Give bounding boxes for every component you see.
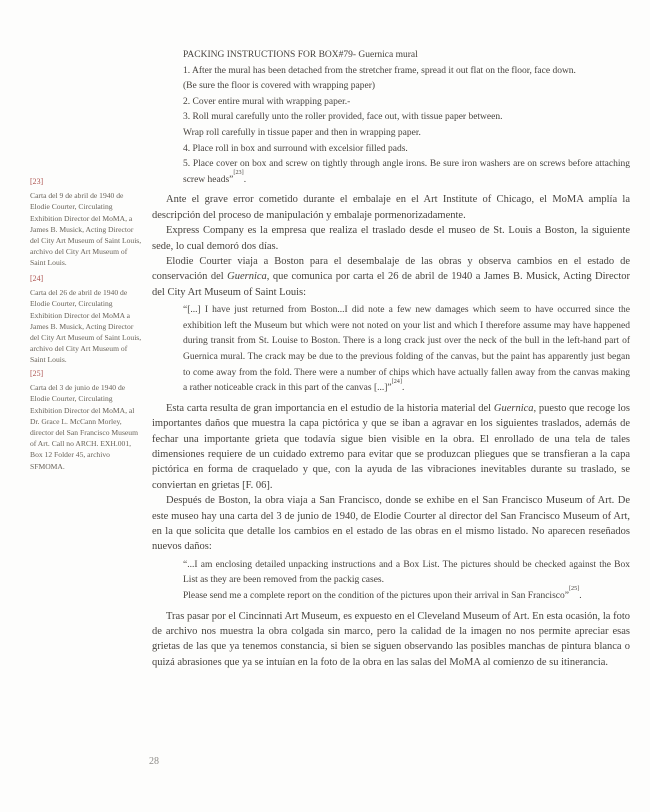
quote-paragraph: “...I am enclosing detailed unpacking instructions and a Box List. The pictures should be checked against the Box List as they are been removed from the packig cases.: [183, 559, 630, 586]
quote-line: 3. Roll mural carefully unto the roller provided, face out, with tissue paper between.: [183, 112, 503, 123]
footnote-ref-23: [23]: [233, 169, 244, 177]
quote-paragraph: [183, 585, 630, 605]
guernica-italic: Guernica: [227, 271, 267, 283]
footnote-text-24: Carta del 26 de abril de 1940 de Elodie Courter, Circulating Exhibition Director del MoMA a James B. Musick, Acting Director del City Art Museum of Saint Louis, archivo del City Art Museum of Saint Louis.: [30, 288, 142, 365]
paragraph-text: , que comunica por carta el 26 de abril de 1940 a James B. Musick, Acting Director del City Art Museum of Saint Louis:: [152, 271, 630, 298]
paragraph-tras-pasar: Tras pasar por el Cincinnati Art Museum, es expuesto en el Cleveland Museum of Art. En esta ocasión, la foto de archivo nos muestra la obra colgada sin marco, pero la calidad de la imagen no nos permite apreciar esas grietas de las que ya tenemos constancia, si bien se siguen observando las posibles manchas de pintura blanca o quizá abrasiones que ya se intuían en la foto de la obra en las salas del MoMA al comienzo de su itinerancia.: [152, 610, 630, 668]
guernica-italic: Guernica: [493, 402, 534, 414]
quote-line: (Be sure the floor is covered with wrapping paper): [183, 81, 376, 92]
quote-text-after: .: [243, 174, 247, 185]
quote-paragraph: [183, 303, 630, 397]
quote-text-after: .: [401, 383, 405, 394]
paragraph-esta-carta: [152, 401, 630, 493]
paragraph-ante: Ante el grave error cometido durante el embalaje en el Art Institute of Chicago, el MoMA amplía la descripción del proceso de manipulación y embalaje pormenorizadamente.: [152, 194, 630, 221]
quote-line: PACKING INSTRUCTIONS FOR BOX#79- Guernica mural: [183, 50, 418, 60]
quote-line: 2. Cover entire mural with wrapping paper.-: [183, 96, 351, 107]
quote-text-after: .: [579, 591, 582, 601]
paragraph-text: Esta carta resulta de gran importancia en el estudio de la historia material del: [166, 402, 494, 414]
quote-text: 5. Place cover on box and screw on tightly through angle irons. Be sure iron washers are on screws before attaching screw heads”: [183, 159, 630, 185]
quote-san-francisco-letter: [183, 558, 630, 605]
paragraph-elodie: [152, 254, 630, 300]
footnote-number-23: [23]: [30, 177, 44, 186]
main-text-column: [152, 45, 630, 670]
quote-line: 1. After the mural has been detached from the stretcher frame, spread it out flat on the floor, face down.: [183, 65, 576, 76]
footnote-text-23: Carta del 9 de abril de 1940 de Elodie Courter, Circulating Exhibition Director del MoMA, a James B. Musick, Acting Director del City Art Museum of Saint Louis, archivo del City Art Museum of Saint Louis.: [30, 191, 142, 268]
footnote-ref-24: [24]: [391, 377, 402, 385]
paragraph-despues: Después de Boston, la obra viaja a San Francisco, donde se exhibe en el San Francisco Museum of Art. De este museo hay una carta del 3 de junio de 1940, de Elodie Courter al director del San Francisco Museum of Art, en la que solicita que detalle los cambios en el estado de las obras en el mismo listado. No aparecen reseñados nuevos daños:: [152, 495, 630, 553]
footnote-ref-25: [25]: [568, 585, 580, 593]
quote-text: “[...] I have just returned from Boston...I did note a few new damages which seem to have occurred since the exhibition left the Museum but which were not noted on your list and which I therefore assume may have happened during transit from St. Louise to Boston. There is a long crack just over the neck of the bull in the left-hand part of Guernica mural. The crack may be due to the previous folding of the canvas, but the paint has apparently just began to come away from the fold. There were a number of chips which have actually fallen away from the canvas making a rather noticeable crack in this part of the canvas [...]”: [183, 305, 630, 394]
margin-note-25: [30, 368, 142, 472]
footnote-number-24: [24]: [30, 274, 44, 283]
page-number: 28: [149, 756, 159, 767]
paragraph-express: Express Company es la empresa que realiza el traslado desde el museo de St. Louis a Boston, la siguiente sede, lo cual demoró dos días.: [152, 225, 630, 252]
footnote-number-25: [25]: [30, 369, 44, 378]
quote-line: 4. Place roll in box and surround with excelsior filled pads.: [183, 143, 408, 154]
margin-note-23: [30, 176, 142, 269]
paragraph-text: , puesto que recoge los importantes daños que muestra la capa pictórica y que se iban a agravar en los siguientes traslados, además de fechar una importante grieta que todavía sigue bien visible en la obra. El enrollado de una tela de tales dimensiones requiere de un cuidado extremo para evitar que se produzcan pliegues que se transfieran a la capa pictórica en forma de craquelado y que, con la ayuda de las vibraciones inevitables durante su traslado, se conviertan en grietas [F. 06].: [152, 402, 631, 491]
footnote-text-25: Carta del 3 de junio de 1940 de Elodie Courter, Circulating Exhibition Director del MoMA, al Dr. Grace L. McCann Morley, director del San Francisco Museum of Art. Call no ARCH. EXH.001, Box 12 Folder 45, archivo SFMOMA.: [30, 383, 138, 471]
quote-text: Please send me a complete report on the condition of the pictures upon their arrival in San Francisco”: [183, 591, 569, 601]
quote-boston-letter: [183, 303, 630, 397]
quote-line: [183, 157, 630, 188]
quote-line: Wrap roll carefully in tissue paper and then in wrapping paper.: [183, 127, 421, 138]
paragraph-text: Elodie Courter viaja a Boston para el desembalaje de las obras y observa cambios en el estado de conservación del: [152, 255, 630, 283]
margin-note-24: [30, 273, 142, 366]
quote-packing-instructions: [183, 48, 630, 188]
